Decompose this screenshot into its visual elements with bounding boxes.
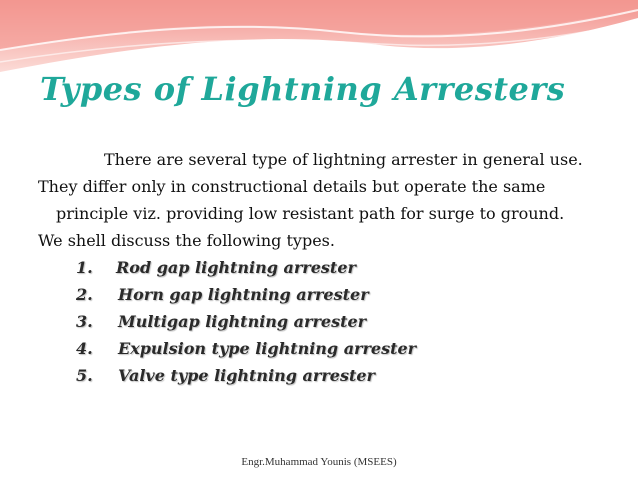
arrester-types-list bbox=[38, 254, 618, 389]
list-item bbox=[38, 362, 618, 389]
list-number: 1. bbox=[76, 258, 93, 277]
list-item bbox=[38, 335, 618, 362]
paragraph-principle: principle viz. providing low resistant path for surge to ground. bbox=[56, 204, 565, 223]
list-number: 5. bbox=[76, 366, 93, 385]
list-label: Expulsion type lightning arrester bbox=[118, 339, 417, 358]
list-number: 2. bbox=[76, 285, 93, 304]
slide-title: Types of Lightning Arresters bbox=[40, 70, 566, 108]
paragraph-intro: There are several type of lightning arrester in general use. bbox=[104, 150, 583, 169]
list-number: 4. bbox=[76, 339, 93, 358]
list-item bbox=[38, 281, 618, 308]
list-label: Horn gap lightning arrester bbox=[118, 285, 369, 304]
list-label: Valve type lightning arrester bbox=[118, 366, 375, 385]
slide-body bbox=[38, 146, 618, 389]
slide-footer: Engr.Muhammad Younis (MSEES) bbox=[241, 456, 397, 468]
list-label: Multigap lightning arrester bbox=[118, 312, 367, 331]
list-item bbox=[38, 254, 618, 281]
list-item bbox=[38, 308, 618, 335]
paragraph-differ: They differ only in constructional details but operate the same bbox=[38, 177, 546, 196]
list-number: 3. bbox=[76, 312, 93, 331]
paragraph-discuss: We shell discuss the following types. bbox=[38, 231, 335, 250]
list-label: Rod gap lightning arrester bbox=[116, 258, 356, 277]
